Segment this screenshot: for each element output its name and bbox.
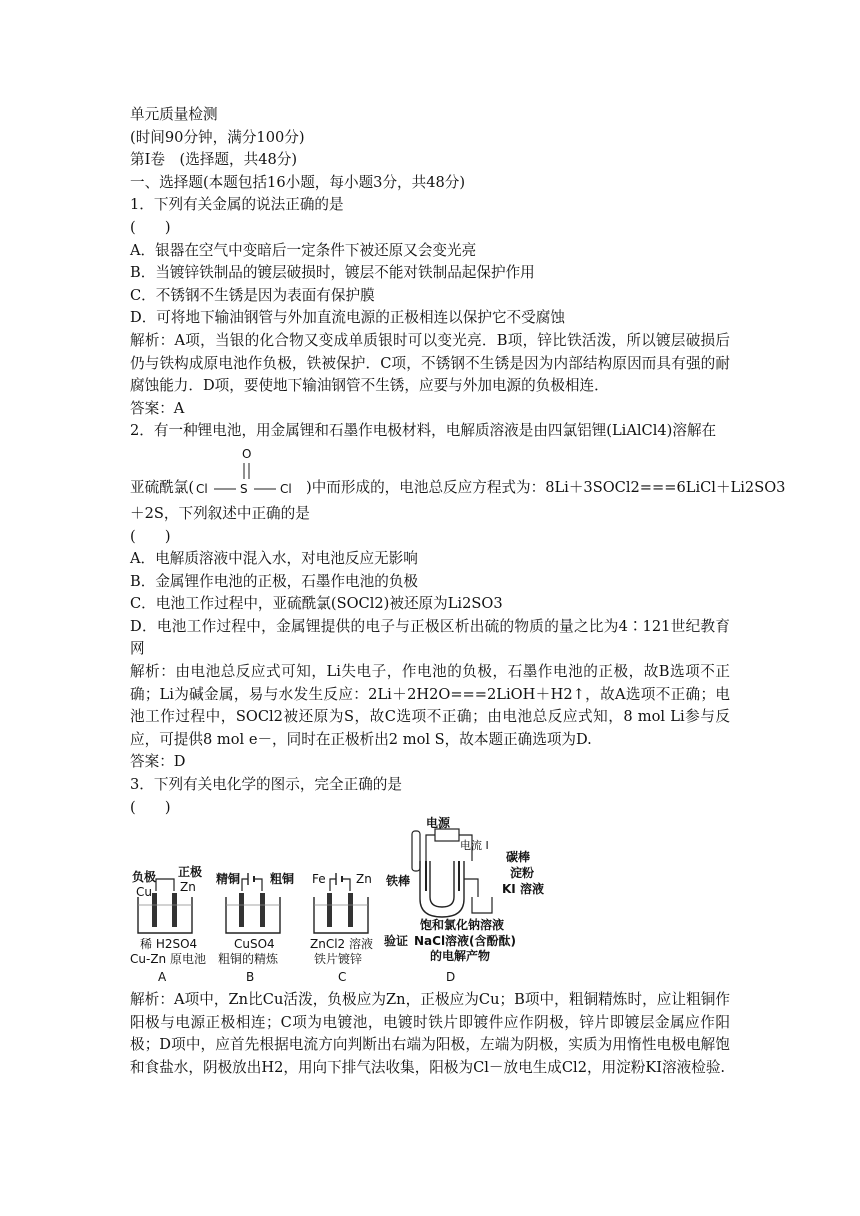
q2-formula-row (130, 443, 786, 503)
document-content (130, 104, 786, 1080)
c-zn-label: Zn (356, 872, 372, 887)
panel-c (310, 872, 373, 984)
struct-cl-right: Cl (280, 481, 292, 496)
q2-stem-line3: ＋2S，下列叙述中正确的是 (130, 504, 310, 522)
a-zn-label: Zn (180, 880, 196, 895)
panel-a (130, 864, 206, 984)
c-caption: 铁片镀锌 (314, 952, 363, 967)
c-fe-label: Fe (312, 872, 326, 887)
electrochemistry-diagrams (130, 816, 730, 985)
q1-answer: 答案：A (130, 399, 185, 417)
c-letter: C (338, 970, 347, 985)
b-electrode-left (239, 893, 244, 927)
panel-b (215, 871, 294, 984)
d-brine-label: 饱和氯化钠溶液 (420, 918, 505, 933)
d-iron-label: 铁棒 (386, 874, 411, 889)
q1-blank: ( ) (130, 218, 171, 236)
c-wire (330, 879, 350, 891)
b-caption: 粗铜的精炼 (218, 952, 279, 967)
figure-spacer (130, 971, 730, 989)
q2-answer: 答案：D (130, 753, 186, 771)
b-wire (242, 879, 262, 891)
d-verify-label: 验证 (384, 934, 409, 949)
q2-stem-after: )中而形成的，电池总反应方程式为：8Li＋3SOCl2===6LiCl＋Li2SO3 (306, 478, 786, 496)
d-starch-label: 淀粉 (510, 866, 535, 881)
q1-analysis: 解析：A项，当银的化合物又变成单质银时可以变光亮．B项，锌比铁活泼，所以镀层破损后仍与铁构成原电池作负极，铁被保护．C项，不锈钢不生锈是因为内部结构原因而具有强的耐腐蚀能力．D项，要使地下输油钢管不生锈，应要与外加电源的负极相连． (130, 331, 730, 395)
a-letter: A (158, 970, 167, 985)
q2-option-d: D．电池工作过程中，金属锂提供的电子与正极区析出硫的物质的量之比为4∶121世纪教育网 (130, 617, 730, 658)
d-product-label: 的电解产物 (430, 949, 491, 964)
d-letter: D (446, 970, 456, 985)
d-carbon-label: 碳棒 (506, 850, 531, 865)
c-electrode-left (327, 893, 332, 927)
b-beaker (226, 897, 280, 933)
struct-o: O (242, 446, 252, 461)
q2-option-c: C．电池工作过程中，亚硫酰氯(SOCl2)被还原为Li2SO3 (130, 595, 503, 613)
c-solution-label: ZnCl2 溶液 (310, 937, 373, 952)
d-side-tube (464, 879, 478, 897)
q3-stem: 3．下列有关电化学的图示，完全正确的是 (130, 776, 402, 794)
section-heading: 一、选择题(本题包括16小题，每小题3分，共48分) (130, 173, 466, 191)
q1-option-d: D．可将地下输油钢管与外加直流电源的正极相连以保护它不受腐蚀 (130, 309, 565, 327)
q1-option-a: A．银器在空气中变暗后一定条件下被还原又会变光亮 (130, 241, 477, 259)
doc-title: 单元质量检测 (130, 106, 218, 123)
c-electrode-right (348, 893, 353, 927)
d-ki-label: KI 溶液 (502, 882, 544, 897)
volume-heading: 第Ⅰ卷 (选择题，共48分) (130, 151, 298, 169)
b-letter: B (246, 970, 255, 985)
q1-option-b: B．当镀锌铁制品的镀层破损时，镀层不能对铁制品起保护作用 (130, 264, 535, 282)
q2-blank: ( ) (130, 527, 171, 545)
q2-option-b: B．金属锂作电池的正极，石墨作电池的负极 (130, 572, 419, 590)
struct-cl-left: Cl (196, 481, 208, 496)
q1-stem: 1．下列有关金属的说法正确的是 (130, 196, 344, 214)
a-pos-label: 正极 (178, 865, 203, 880)
q2-stem-before: 亚硫酰氯( (130, 478, 195, 496)
q3-blank: ( ) (130, 798, 171, 816)
struct-s: S (240, 481, 248, 496)
thionyl-chloride-structure (196, 443, 306, 501)
d-ki-beaker (472, 897, 492, 913)
d-nacl-label: NaCl溶液(含酚酞) (414, 934, 517, 949)
d-collect-tube (412, 831, 420, 871)
d-u-tube-inner (430, 861, 454, 907)
q2-analysis: 解析：由电池总反应式可知，Li失电子，作电池的负极，石墨作电池的正极，故B选项不正确；Li为碱金属，易与水发生反应：2Li＋2H2O===2LiOH＋H2↑，故A选项不正确；电池工作过程中，SOCl2被还原为S，故C选项不正确；由电池总反应式知，8 mol Li参与反应，可提供8 mol e－，同时在正极析出2 mol S，故本题正确选项为D. (130, 663, 730, 748)
b-electrode-right (260, 893, 265, 927)
a-beaker (138, 897, 192, 933)
b-left-label: 精铜 (216, 872, 241, 887)
c-beaker (314, 897, 368, 933)
electrochemistry-figure (130, 816, 730, 985)
a-electrode-right (172, 893, 177, 927)
q1-option-c: C．不锈钢不生锈是因为表面有保护膜 (130, 286, 375, 304)
d-power-label: 电源 (426, 816, 451, 831)
a-electrode-left (152, 893, 157, 927)
a-cu-label: Cu (136, 885, 152, 900)
b-solution-label: CuSO4 (234, 937, 275, 952)
q2-stem-line1: 2．有一种锂电池，用金属锂和石墨作电极材料，电解质溶液是由四氯铝锂(LiAlCl4)溶解在 (130, 422, 717, 440)
a-caption: Cu-Zn 原电池 (130, 952, 206, 967)
b-right-label: 粗铜 (270, 872, 295, 887)
d-current-label: 电流 I (460, 839, 489, 853)
a-acid-label: 稀 H2SO4 (140, 937, 198, 952)
q2-option-a: A．电解质溶液中混入水，对电池反应无影响 (130, 550, 418, 568)
a-wire (156, 879, 174, 891)
time-info: (时间90分钟，满分100分) (130, 128, 305, 146)
a-neg-label: 负极 (132, 870, 157, 885)
d-power-box (435, 829, 459, 841)
panel-d (384, 815, 544, 984)
q3-analysis: 解析：A项中，Zn比Cu活泼，负极应为Zn，正极应为Cu；B项中，粗铜精炼时，应让粗铜作阳极与电源正极相连；C项为电镀池，电镀时铁片即镀件应作阴极，锌片即镀层金属应作阳极；D项中，应首先根据电流方向判断出右端为阳极，左端为阴极，实质为用惰性电极电解饱和食盐水，阴极放出H2，用向下排气法收集，阳极为Cl－放电生成Cl2，用淀粉KI溶液检验. (130, 991, 730, 1076)
